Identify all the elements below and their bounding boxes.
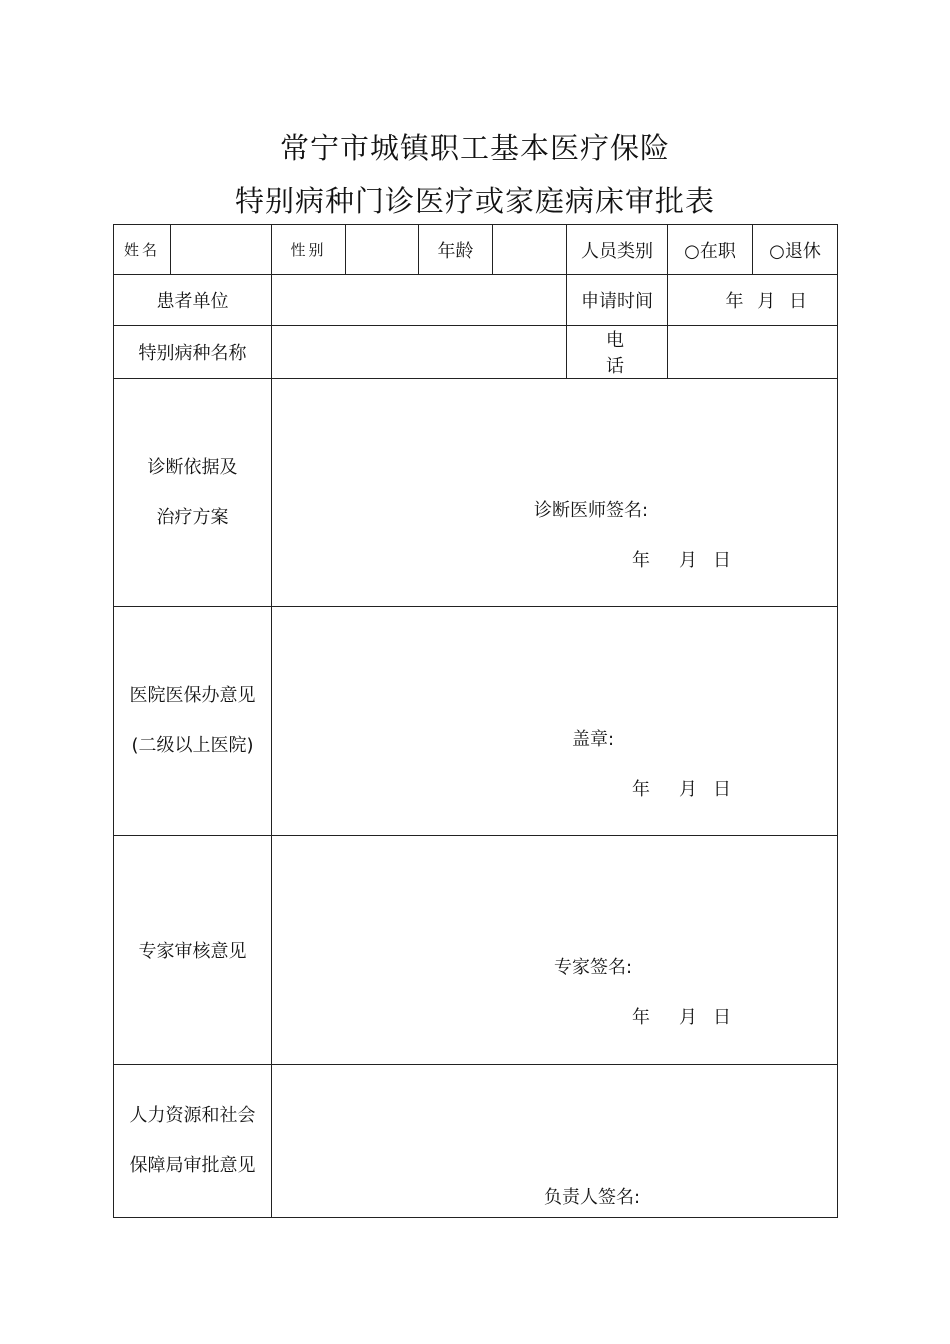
apply-time-label: 申请时间 <box>567 275 668 326</box>
hospital-seal-label: 盖章: <box>572 729 615 750</box>
unit-field[interactable] <box>272 275 567 326</box>
bureau-content[interactable] <box>272 1065 838 1218</box>
phone-label: 电 话 <box>567 326 668 379</box>
diagnosis-content[interactable] <box>272 379 838 607</box>
expert-content[interactable] <box>272 836 838 1065</box>
expert-label: 专家审核意见 <box>114 836 272 1065</box>
diagnosis-signature-label: 诊断医师签名: <box>534 500 649 521</box>
diagnosis-date: 年 月 日 <box>632 550 731 571</box>
name-label: 姓名 <box>114 225 171 275</box>
disease-label: 特别病种名称 <box>114 326 272 379</box>
bureau-label-line2: 保障局审批意见 <box>129 1155 256 1176</box>
expert-signature-label: 专家签名: <box>554 957 633 978</box>
category-label: 人员类别 <box>567 225 668 275</box>
row-bureau <box>114 1065 838 1218</box>
row-hospital <box>114 607 838 836</box>
hospital-label-line1: 医院医保办意见 <box>129 685 256 706</box>
form-title-line2: 特别病种门诊医疗或家庭病床审批表 <box>234 184 715 218</box>
age-field[interactable] <box>493 225 567 275</box>
row-disease <box>114 326 838 379</box>
diagnosis-label <box>114 379 272 607</box>
name-field[interactable] <box>171 225 272 275</box>
hospital-label-line2: (二级以上医院) <box>131 735 254 756</box>
diagnosis-label-line2: 治疗方案 <box>156 506 229 528</box>
gender-field[interactable] <box>346 225 419 275</box>
option-employed[interactable]: ○在职 <box>668 225 753 275</box>
bureau-label <box>114 1065 272 1218</box>
approval-form-table <box>113 224 838 1218</box>
apply-date-field[interactable]: 年 月 日 <box>668 275 838 326</box>
form-title-line1: 常宁市城镇职工基本医疗保险 <box>279 131 670 165</box>
gender-label: 性别 <box>272 225 346 275</box>
row-diagnosis <box>114 379 838 607</box>
unit-label: 患者单位 <box>114 275 272 326</box>
age-label: 年龄 <box>419 225 493 275</box>
bureau-signature-label: 负责人签名: <box>544 1187 641 1208</box>
row-unit <box>114 275 838 326</box>
hospital-label <box>114 607 272 836</box>
row-expert <box>114 836 838 1065</box>
option-retired[interactable]: ○退休 <box>753 225 838 275</box>
phone-field[interactable] <box>668 326 838 379</box>
expert-date: 年 月 日 <box>632 1007 731 1028</box>
row-basic-info <box>114 225 838 275</box>
bureau-label-line1: 人力资源和社会 <box>129 1105 256 1126</box>
disease-field[interactable] <box>272 326 567 379</box>
diagnosis-label-line1: 诊断依据及 <box>147 456 238 478</box>
hospital-date: 年 月 日 <box>632 779 731 800</box>
hospital-content[interactable] <box>272 607 838 836</box>
